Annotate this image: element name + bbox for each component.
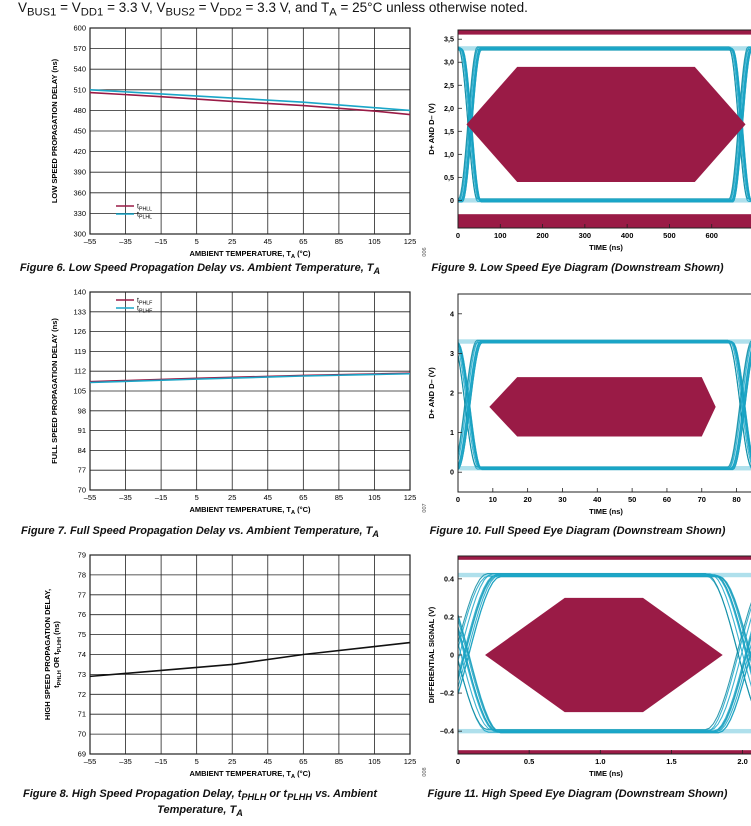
y-axis-label: FULL SPEED PROPAGATION DELAY (ns) [50, 318, 59, 464]
y-tick-label: 69 [77, 749, 86, 759]
y-tick-label: –0.2 [440, 688, 454, 698]
series-line-series-0 [90, 643, 410, 677]
y-tick-label: 3,5 [444, 34, 454, 44]
x-tick-label: 300 [578, 231, 592, 240]
y-tick-label: 0 [450, 650, 454, 660]
x-tick-label: –35 [119, 493, 132, 502]
y-axis-label: LOW SPEED PROPAGATION DELAY (ns) [50, 58, 59, 204]
x-axis-label: TIME (ns) [589, 243, 623, 252]
y-tick-label: 76 [77, 610, 86, 620]
fig9-caption: Figure 9. Low Speed Eye Diagram (Downstream Shown) [431, 262, 724, 274]
x-tick-label: 85 [334, 757, 344, 766]
x-tick-label: 5 [194, 493, 199, 502]
x-tick-label: –15 [154, 237, 168, 246]
low-rail-noise [458, 729, 751, 733]
y-tick-label: 105 [73, 386, 86, 396]
y-tick-label: 0 [450, 467, 454, 477]
y-tick-label: 2 [450, 388, 454, 398]
fig11-chart [410, 552, 748, 780]
series-line-t_plhl [90, 90, 410, 111]
x-tick-label: 80 [732, 495, 741, 504]
x-tick-label: 65 [299, 757, 308, 766]
x-tick-label: –55 [83, 493, 97, 502]
legend-label: $t_{PHLL}$ [137, 203, 153, 213]
eye-mask-hexagon [489, 377, 715, 436]
x-tick-label: 125 [403, 237, 417, 246]
y-tick-label: 112 [74, 366, 86, 376]
low-rail-noise [458, 198, 751, 202]
x-tick-label: 50 [627, 495, 637, 504]
fig7-chart [14, 287, 428, 520]
y-tick-label: 70 [77, 485, 86, 495]
x-tick-label: 45 [263, 237, 272, 246]
fig8-chart [14, 550, 428, 782]
high-rail-noise [458, 339, 751, 343]
y-tick-label: 0.2 [444, 612, 454, 622]
x-axis-label: TIME (ns) [589, 769, 623, 778]
x-axis-label: TIME (ns) [589, 507, 623, 516]
y-tick-label: 126 [73, 327, 86, 337]
y-tick-label: 84 [77, 445, 86, 455]
conditions-header: $V_{BUS1} = V_{DD1} = 3.3$ V, $V_{BUS2} = V_{DD2} = 3.3$ V, and $T_A = 25^\circ C$ unless otherwise noted. [18, 0, 528, 19]
x-tick-label: 1.5 [666, 757, 677, 766]
legend-label: $t_{PLHL}$ [137, 211, 153, 221]
x-tick-label: 45 [263, 757, 272, 766]
y-axis-label: D+ AND D– (V) [427, 103, 436, 155]
x-tick-label: 85 [334, 493, 344, 502]
y-axis-label: HIGH SPEED PROPAGATION DELAY, [43, 588, 52, 721]
y-tick-label: 1 [450, 428, 454, 438]
y-tick-label: 480 [73, 105, 86, 115]
fig10-caption: Figure 10. Full Speed Eye Diagram (Downstream Shown) [429, 525, 726, 537]
y-axis-label: $t_{PHLH}$ OR $t_{PLHH}$ (ns) [52, 621, 63, 688]
y-tick-label: 390 [73, 167, 86, 177]
mask-band-bottom [458, 214, 751, 228]
x-tick-label: 100 [494, 231, 507, 240]
y-tick-label: 3 [450, 348, 454, 358]
y-tick-label: 74 [77, 650, 86, 659]
x-tick-label: –35 [119, 237, 132, 246]
x-tick-label: 125 [403, 493, 417, 502]
mask-band-top [458, 556, 751, 560]
y-tick-label: 71 [77, 709, 86, 719]
x-tick-label: 200 [536, 231, 549, 240]
y-axis-label: DIFFERENTIAL SIGNAL (V) [427, 606, 436, 704]
y-tick-label: 0.4 [444, 574, 454, 584]
x-tick-label: 70 [697, 495, 706, 504]
y-tick-label: 98 [77, 406, 86, 416]
x-tick-label: 30 [558, 495, 567, 504]
fig11-caption: Figure 11. High Speed Eye Diagram (Downstream Shown) [427, 788, 728, 800]
y-tick-label: 75 [77, 630, 86, 640]
legend-label: $t_{PHLF}$ [137, 297, 153, 307]
figure-code: 007 [422, 503, 428, 513]
x-tick-label: –55 [83, 757, 97, 766]
y-tick-label: –0.4 [440, 726, 454, 736]
x-tick-label: –15 [154, 757, 168, 766]
x-tick-label: 600 [705, 231, 718, 240]
y-tick-label: 510 [73, 85, 86, 95]
legend-label: $t_{PLHF}$ [137, 305, 153, 315]
x-tick-label: 2.0 [737, 757, 748, 766]
x-tick-label: 400 [620, 231, 634, 240]
y-tick-label: 600 [73, 23, 86, 33]
y-tick-label: 360 [73, 188, 86, 198]
y-tick-label: 3,0 [444, 57, 454, 67]
y-tick-label: 133 [73, 307, 86, 317]
x-tick-label: 105 [368, 493, 381, 502]
x-tick-label: 25 [228, 757, 237, 766]
x-tick-label: 105 [368, 237, 381, 246]
y-tick-label: 1,0 [444, 149, 454, 159]
y-tick-label: 330 [73, 208, 86, 218]
x-tick-label: 105 [368, 757, 381, 766]
x-tick-label: 500 [663, 231, 676, 240]
fig10-chart [410, 290, 741, 520]
x-tick-label: 45 [263, 493, 272, 502]
mask-band-top [458, 30, 751, 35]
x-tick-label: 5 [194, 237, 199, 246]
y-tick-label: 2,5 [444, 80, 454, 90]
y-tick-label: 140 [73, 287, 86, 297]
x-tick-label: 1.0 [595, 757, 606, 766]
series-line-t_phll [90, 93, 410, 115]
mask-band-bottom [458, 750, 751, 754]
y-axis-label: D+ AND D– (V) [427, 367, 436, 419]
x-tick-label: 65 [299, 237, 308, 246]
x-tick-label: 40 [593, 495, 602, 504]
low-rail-noise [458, 466, 751, 470]
x-tick-label: 65 [299, 493, 308, 502]
y-tick-label: 70 [77, 729, 86, 739]
fig9-chart [410, 26, 730, 256]
x-tick-label: –55 [83, 237, 97, 246]
x-axis-label: AMBIENT TEMPERATURE, $T_A$ (°C) [189, 769, 311, 780]
x-axis-label: AMBIENT TEMPERATURE, $T_A$ (°C) [189, 249, 311, 260]
x-tick-label: 85 [334, 237, 344, 246]
x-tick-label: 5 [194, 757, 199, 766]
y-tick-label: 72 [77, 689, 86, 699]
y-tick-label: 91 [77, 426, 86, 436]
y-tick-label: 450 [73, 126, 86, 136]
fig7-caption: Figure 7. Full Speed Propagation Delay vs. Ambient Temperature, $T_A$ [21, 525, 379, 540]
y-tick-label: 0 [450, 195, 454, 205]
figure-code: 008 [422, 767, 428, 777]
y-tick-label: 1,5 [444, 126, 454, 136]
y-tick-label: 420 [73, 147, 86, 157]
y-tick-label: 77 [77, 590, 86, 600]
fig6-caption: Figure 6. Low Speed Propagation Delay vs. Ambient Temperature, $T_A$ [19, 262, 381, 277]
fig6-chart [14, 22, 428, 260]
y-tick-label: 78 [77, 570, 86, 580]
high-rail-noise [458, 573, 751, 577]
eye-mask-hexagon [466, 67, 745, 182]
x-tick-label: 25 [228, 237, 237, 246]
fig8-caption: Figure 8. High Speed Propagation Delay, $t_{PHLH}$ or $t_{PLHH}$ vs. Ambient Temperature, $T_A$ [22, 788, 378, 819]
y-tick-label: 119 [74, 346, 86, 356]
figure-code: 006 [422, 247, 428, 257]
eye-mask-hexagon [485, 598, 723, 712]
x-tick-label: 0 [455, 495, 461, 504]
y-tick-label: 0,5 [444, 172, 454, 182]
y-tick-label: 2,0 [444, 103, 454, 113]
x-tick-label: –15 [154, 493, 168, 502]
y-tick-label: 300 [73, 229, 86, 239]
y-tick-label: 77 [77, 465, 86, 475]
y-tick-label: 79 [77, 550, 86, 560]
y-tick-label: 540 [73, 64, 86, 74]
high-rail-noise [458, 46, 751, 50]
x-tick-label: 125 [403, 757, 417, 766]
x-tick-label: 20 [523, 495, 532, 504]
x-tick-label: 10 [488, 495, 497, 504]
x-tick-label: 0.5 [523, 757, 535, 766]
x-axis-label: AMBIENT TEMPERATURE, $T_A$ (°C) [189, 505, 311, 516]
x-tick-label: 25 [228, 493, 237, 502]
x-tick-label: 0 [455, 231, 461, 240]
y-tick-label: 4 [450, 309, 454, 319]
x-tick-label: –35 [119, 757, 132, 766]
series-line-t_plhf [90, 374, 410, 383]
x-tick-label: 60 [662, 495, 672, 504]
y-tick-label: 570 [73, 44, 86, 54]
y-tick-label: 73 [77, 669, 86, 679]
x-tick-label: 0 [455, 757, 461, 766]
